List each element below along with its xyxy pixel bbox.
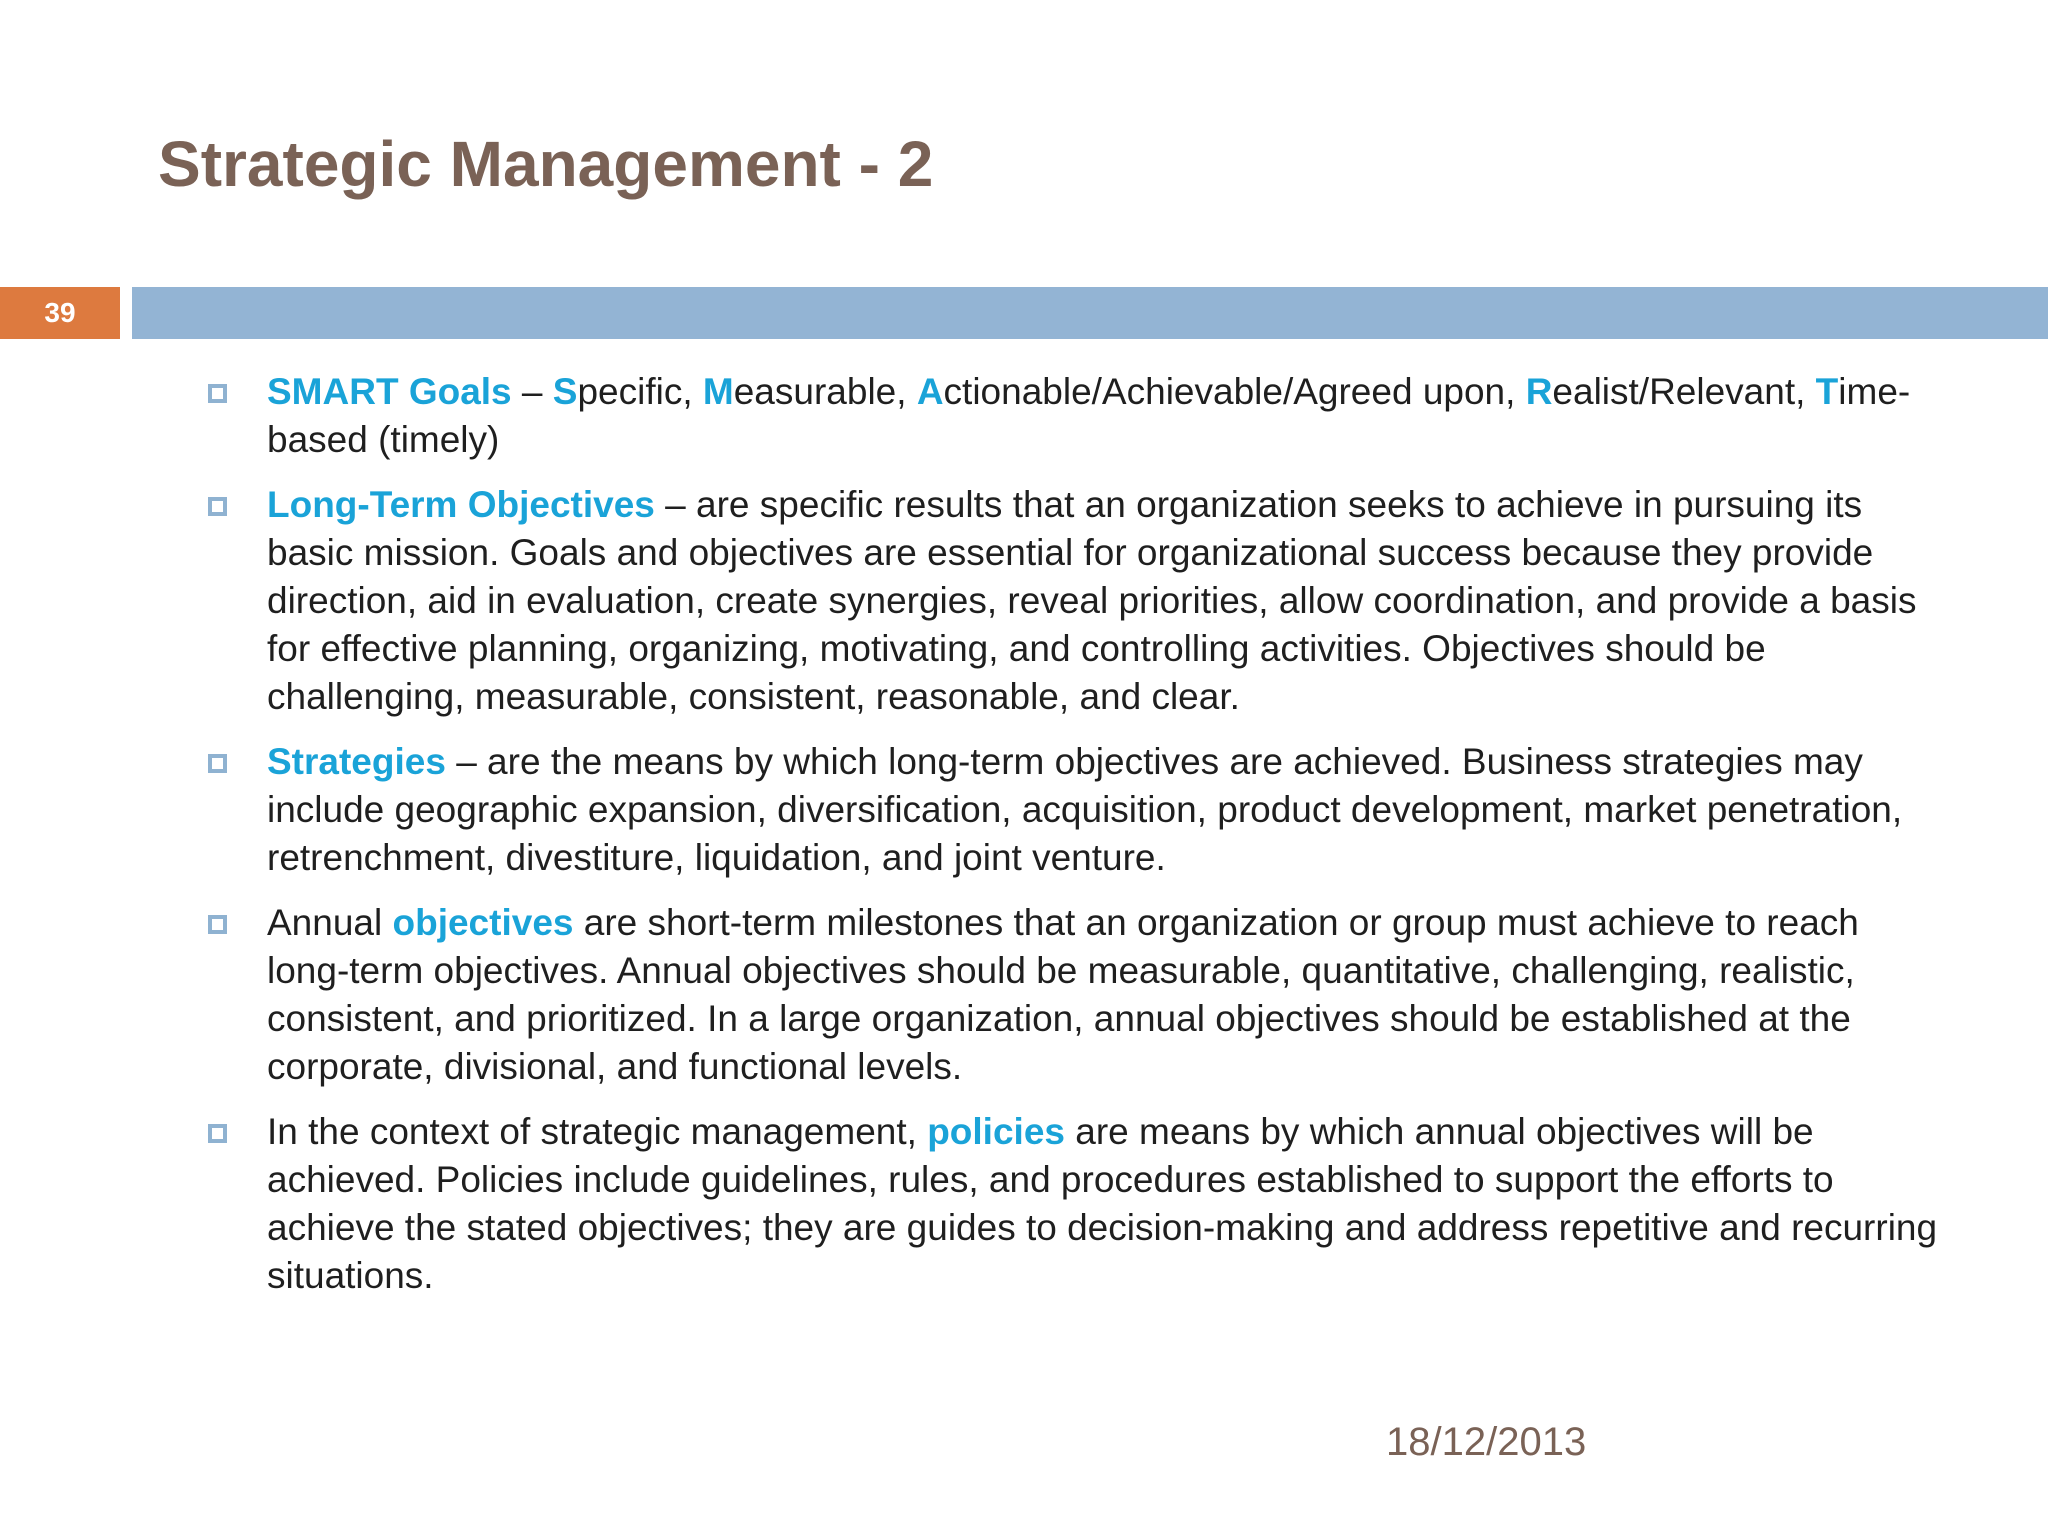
highlighted-term: A: [916, 371, 944, 412]
bullet-text: – are the means by which long-term objectives are achieved. Business strategies may include geographic expansion, diversification, acquisition, product development, market penetration, retrenchment, divestiture, liquidation, and joint venture.: [267, 741, 1903, 878]
bullet-text: – are specific results that an organization seeks to achieve in pursuing its basic mission. Goals and objectives are essential for organizational success because they provide direction, aid in evaluation, create synergies, reveal priorities, allow coordination, and provide a basis for effective planning, organizing, motivating, and controlling activities. Objectives should be challenging, measurable, consistent, reasonable, and clear.: [267, 484, 1917, 717]
square-bullet-icon: [208, 915, 227, 934]
bullet-item: [200, 1108, 1940, 1300]
bullet-text: pecific,: [577, 371, 703, 412]
bullet-text: ctionable/Achievable/Agreed upon,: [943, 371, 1526, 412]
square-bullet-icon: [208, 1124, 227, 1143]
header-band: [132, 287, 2048, 339]
bullet-item: [200, 899, 1940, 1091]
highlighted-term: M: [702, 371, 734, 412]
highlighted-term: S: [552, 371, 578, 412]
slide-number-badge: 39: [0, 287, 120, 339]
slide-date: 18/12/2013: [1386, 1420, 1587, 1464]
bullet-text: are means by which annual objectives will be achieved. Policies include guidelines, rules, and procedures established to support the efforts to achieve the stated objectives; they are guides to decision-making and address repetitive and recurring situations.: [267, 1111, 1938, 1296]
bullet-text: ime-based (timely): [267, 371, 1911, 460]
highlighted-term: R: [1525, 371, 1553, 412]
bullet-text: In the context of strategic management,: [267, 1111, 928, 1152]
bullet-text: are short-term milestones that an organization or group must achieve to reach long-term objectives. Annual objectives should be measurable, quantitative, challenging, realistic, consistent, and prioritized. In a large organization, annual objectives should be established at the corporate, divisional, and functional levels.: [267, 902, 1859, 1087]
bullet-item: [200, 738, 1940, 882]
bullet-text: easurable,: [733, 371, 917, 412]
highlighted-term: objectives: [392, 902, 574, 943]
highlighted-term: SMART Goals: [267, 371, 512, 412]
highlighted-term: policies: [927, 1111, 1065, 1152]
bullet-text: –: [511, 371, 553, 412]
square-bullet-icon: [208, 754, 227, 773]
bullet-text: ealist/Relevant,: [1552, 371, 1816, 412]
highlighted-term: T: [1815, 371, 1839, 412]
square-bullet-icon: [208, 497, 227, 516]
slide-title: Strategic Management - 2: [158, 128, 934, 200]
bullet-text: Annual: [267, 902, 393, 943]
square-bullet-icon: [208, 384, 227, 403]
bullet-item: [200, 481, 1940, 721]
highlighted-term: Long-Term Objectives: [267, 484, 655, 525]
highlighted-term: Strategies: [267, 741, 446, 782]
bullet-item: [200, 368, 1940, 464]
bullet-list: [200, 368, 1940, 1317]
